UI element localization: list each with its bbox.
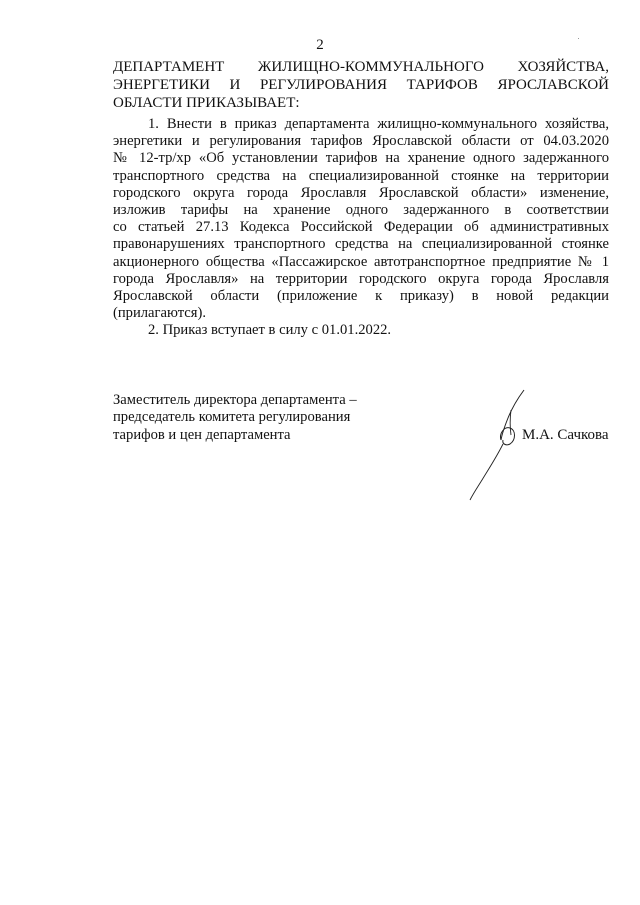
paragraph-1-line-11: Ярославской области (приложение к приказу) в новой редакции <box>113 288 609 305</box>
paragraph-2: 2. Приказ вступает в силу с 01.01.2022. <box>148 322 392 339</box>
paragraph-1-line-4: транспортного средства на специализированной стоянке на территории <box>113 167 609 184</box>
signatory-position-line-3: тарифов и цен департамента <box>113 426 291 443</box>
order-body <box>113 116 609 340</box>
order-heading <box>113 59 609 112</box>
paragraph-1-line-9: акционерного общества «Пассажирское автотранспортное предприятие № 1 <box>113 253 609 270</box>
heading-line-3: ОБЛАСТИ ПРИКАЗЫВАЕТ: <box>113 94 300 111</box>
paragraph-1-line-1: 1. Внести в приказ департамента жилищно-коммунального хозяйства, <box>148 116 609 132</box>
handwritten-signature <box>466 388 528 506</box>
heading-line-1: ДЕПАРТАМЕНТ ЖИЛИЩНО-КОММУНАЛЬНОГО ХОЗЯЙСТВА, <box>113 59 609 75</box>
paragraph-1-line-5: городского округа города Ярославля Ярославской области» изменение, <box>113 184 609 201</box>
paragraph-1-line-3: № 12-тр/хр «Об установлении тарифов на хранение одного задержанного <box>113 150 609 167</box>
signatory-position-line-2: председатель комитета регулирования <box>113 409 351 426</box>
paragraph-1-line-12: (прилагаются). <box>113 305 206 322</box>
scan-speck <box>578 38 579 39</box>
paragraph-1-line-8: правонарушениях транспортного средства на специализированной стоянке <box>113 236 609 253</box>
heading-line-2: ЭНЕРГЕТИКИ И РЕГУЛИРОВАНИЯ ТАРИФОВ ЯРОСЛАВСКОЙ <box>113 76 609 93</box>
paragraph-1-line-7: со статьей 27.13 Кодекса Российской Федерации об административных <box>113 219 609 236</box>
signatory-position-line-1: Заместитель директора департамента – <box>113 392 357 408</box>
paragraph-1-line-6: изложив тарифы на хранение одного задержанного в соответствии <box>113 202 609 219</box>
signatory-position <box>113 392 357 444</box>
page-number: 2 <box>316 37 324 53</box>
signatory-name: М.А. Сачкова <box>522 427 609 443</box>
paragraph-1-line-10: города Ярославля» на территории городского округа города Ярославля <box>113 270 609 287</box>
paragraph-1-line-2: энергетики и регулирования тарифов Ярославской области от 04.03.2020 <box>113 133 609 150</box>
